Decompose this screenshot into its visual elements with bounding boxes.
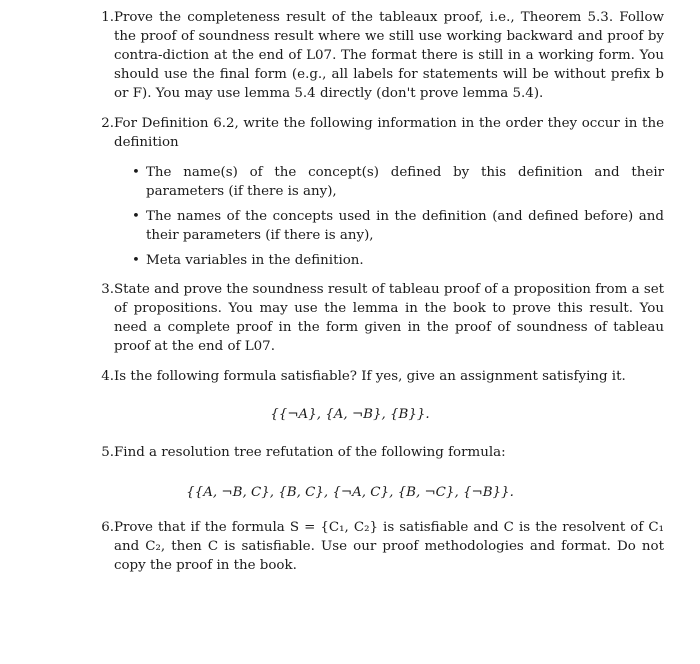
question-text: Prove the completeness result of the tableaux proof, i.e., Theorem 5.3. Follow the proof of soundness result where we still use working backward and proof by contra-diction at the end of L07. The format there is still in a working form. You should use the final form (e.g., all labels for statements will be without prefix b or F). You may use lemma 5.4 directly (don't prove lemma 5.4). <box>114 10 664 101</box>
formula-q5: {{A, ¬B, C}, {B, C}, {¬A, C}, {B, ¬C}, {¬B}}. <box>186 485 514 500</box>
bullet-icon: • <box>132 253 140 268</box>
question-text: Is the following formula satisfiable? If yes, give an assignment satisfying it. <box>114 369 626 384</box>
bullet-icon: • <box>132 165 140 180</box>
question-5 <box>92 443 664 462</box>
bullet-icon: • <box>132 209 140 224</box>
question-3 <box>92 280 664 356</box>
question-number: 2. <box>101 116 114 131</box>
question-number: 3. <box>101 282 114 297</box>
formula-q4: {{¬A}, {A, ¬B}, {B}}. <box>270 407 430 422</box>
question-1 <box>92 8 664 103</box>
question-6 <box>92 518 664 575</box>
question-2 <box>92 114 664 152</box>
question-4 <box>92 367 664 386</box>
question-2-bullet-list <box>132 163 664 276</box>
question-number: 5. <box>101 445 114 460</box>
question-number: 4. <box>101 369 114 384</box>
question-text: Find a resolution tree refutation of the following formula: <box>114 445 506 460</box>
list-item: • The name(s) of the concept(s) defined by this definition and their parameters (if there is any), <box>132 165 664 199</box>
question-number: 1. <box>101 10 114 25</box>
question-text: For Definition 6.2, write the following information in the order they occur in the definition <box>114 116 664 150</box>
question-text: Prove that if the formula S = {C₁, C₂} is satisfiable and C is the resolvent of C₁ and C₂, then C is satisfiable. Use our proof methodologies and format. Do not copy the proof in the book. <box>114 520 664 573</box>
question-text: State and prove the soundness result of tableau proof of a proposition from a set of propositions. You may use the lemma in the book to prove this result. You need a complete proof in the form given in the proof of soundness of tableau proof at the end of L07. <box>114 282 664 354</box>
list-item: • The names of the concepts used in the definition (and defined before) and their parameters (if there is any), <box>132 209 664 243</box>
list-item: • Meta variables in the definition. <box>132 253 364 268</box>
question-number: 6. <box>101 520 114 535</box>
